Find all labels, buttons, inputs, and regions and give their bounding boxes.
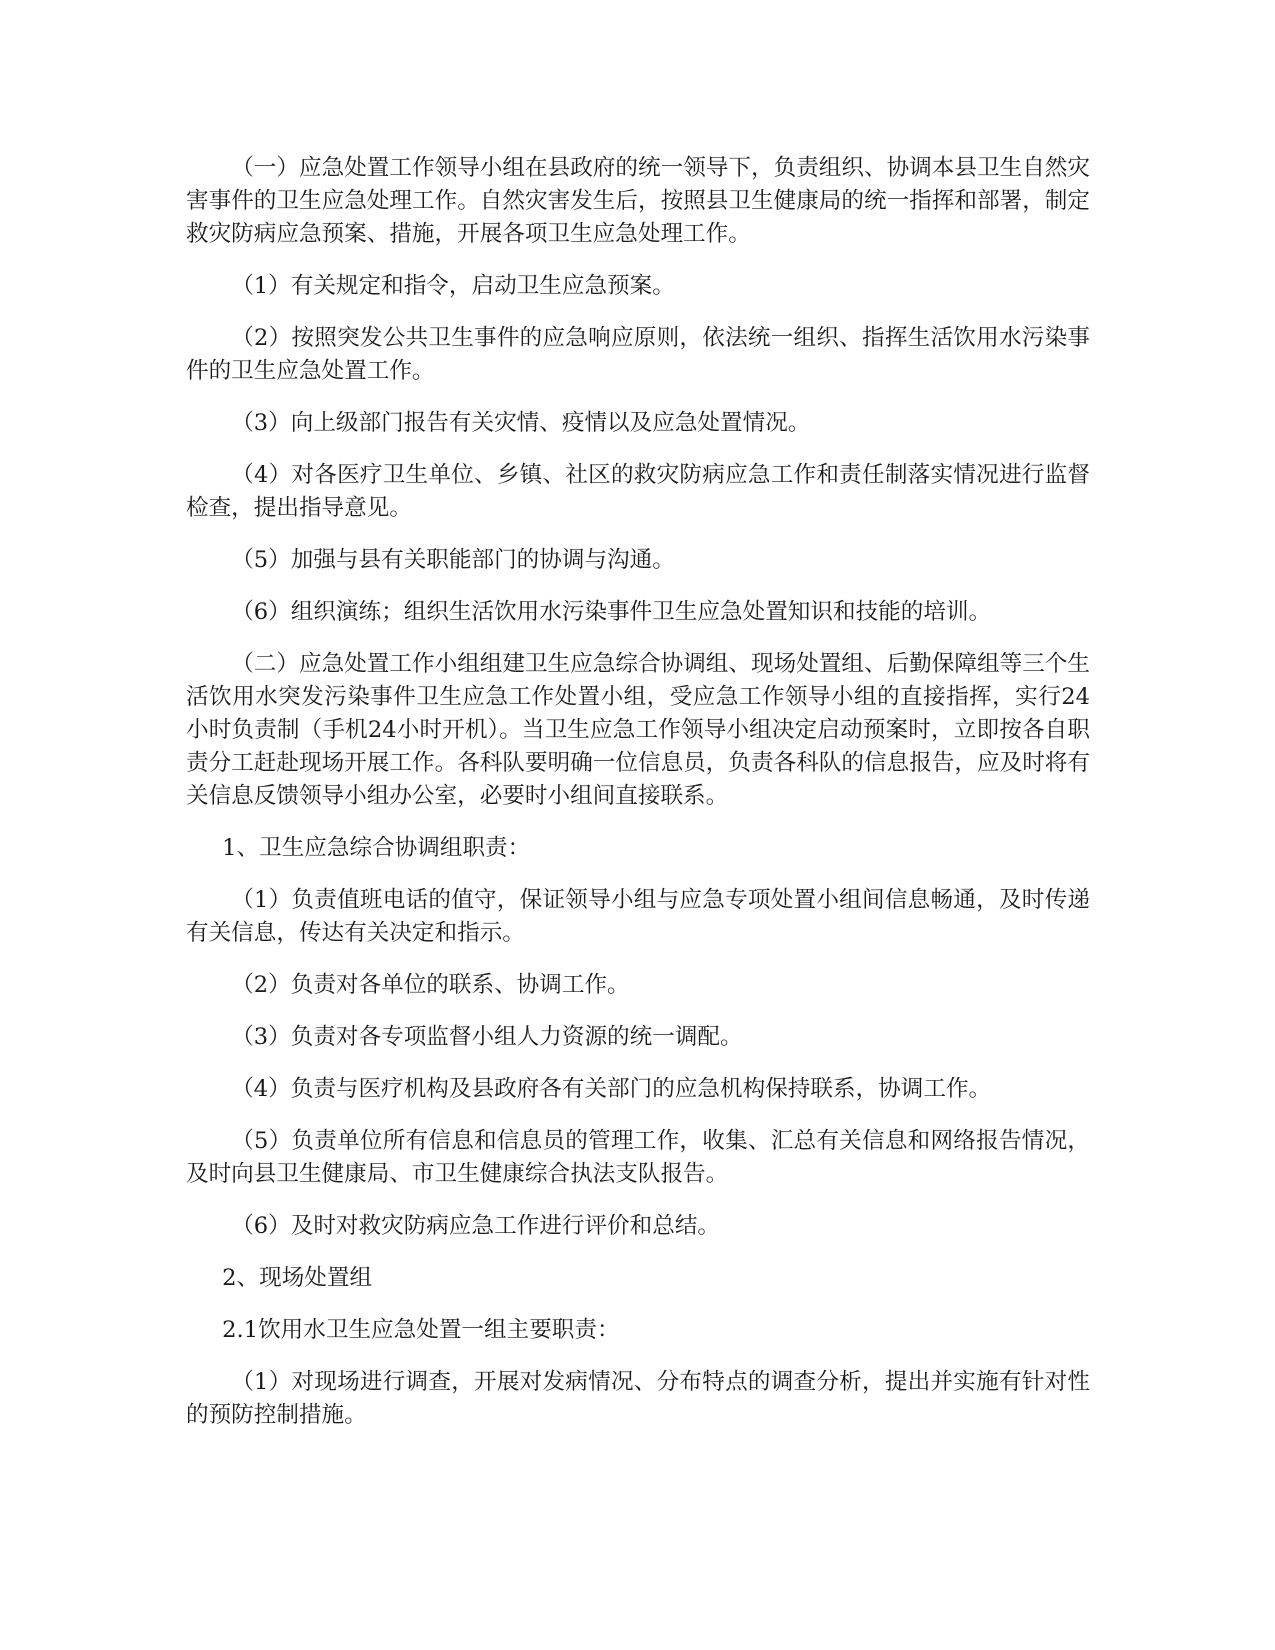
list-item: （5）负责单位所有信息和信息员的管理工作，收集、汇总有关信息和网络报告情况，及时向县卫生健康局、市卫生健康综合执法支队报告。 <box>186 1128 1090 1187</box>
list-item: （1）负责值班电话的值守，保证领导小组与应急专项处置小组间信息畅通，及时传递有关信息，传达有关决定和指示。 <box>186 887 1090 946</box>
list-item: （2）负责对各单位的联系、协调工作。 <box>231 972 630 998</box>
section-heading-onsite-group: 2、现场处置组 <box>222 1265 373 1291</box>
list-item: （5）加强与县有关职能部门的协调与沟通。 <box>231 547 675 573</box>
subsection-heading-water-group-one: 2.1饮用水卫生应急处置一组主要职责： <box>222 1317 620 1343</box>
list-item: （6）及时对救灾防病应急工作进行评价和总结。 <box>231 1213 721 1239</box>
paragraph-working-groups: （二）应急处置工作小组组建卫生应急综合协调组、现场处置组、后勤保障组等三个生活饮用水突发污染事件卫生应急工作处置小组，受应急工作领导小组的直接指挥，实行24小时负责制（手机24小时开机）。当卫生应急工作领导小组决定启动预案时，立即按各自职责分工赶赴现场开展工作。各科队要明确一位信息员，负责各科队的信息报告，应及时将有关信息反馈领导小组办公室，必要时小组间直接联系。 <box>186 651 1090 809</box>
list-item: （6）组织演练；组织生活饮用水污染事件卫生应急处置知识和技能的培训。 <box>231 599 992 625</box>
list-item: （4）负责与医疗机构及县政府各有关部门的应急机构保持联系，协调工作。 <box>231 1076 992 1102</box>
list-item: （1）对现场进行调查，开展对发病情况、分布特点的调查分析，提出并实施有针对性的预防控制措施。 <box>186 1369 1090 1428</box>
list-item: （2）按照突发公共卫生事件的应急响应原则，依法统一组织、指挥生活饮用水污染事件的卫生应急处置工作。 <box>186 325 1090 384</box>
list-item: （1）有关规定和指令，启动卫生应急预案。 <box>231 273 675 299</box>
section-heading-coordination-group: 1、卫生应急综合协调组职责： <box>222 835 531 861</box>
list-item: （3）负责对各专项监督小组人力资源的统一调配。 <box>231 1024 743 1050</box>
list-item: （4）对各医疗卫生单位、乡镇、社区的救灾防病应急工作和责任制落实情况进行监督检查，提出指导意见。 <box>186 462 1090 521</box>
document-body <box>186 152 1090 1451</box>
list-item: （3）向上级部门报告有关灾情、疫情以及应急处置情况。 <box>231 410 811 436</box>
paragraph-leadership-group: （一）应急处置工作领导小组在县政府的统一领导下，负责组织、协调本县卫生自然灾害事件的卫生应急处理工作。自然灾害发生后，按照县卫生健康局的统一指挥和部署，制定救灾防病应急预案、措施，开展各项卫生应急处理工作。 <box>186 155 1090 247</box>
